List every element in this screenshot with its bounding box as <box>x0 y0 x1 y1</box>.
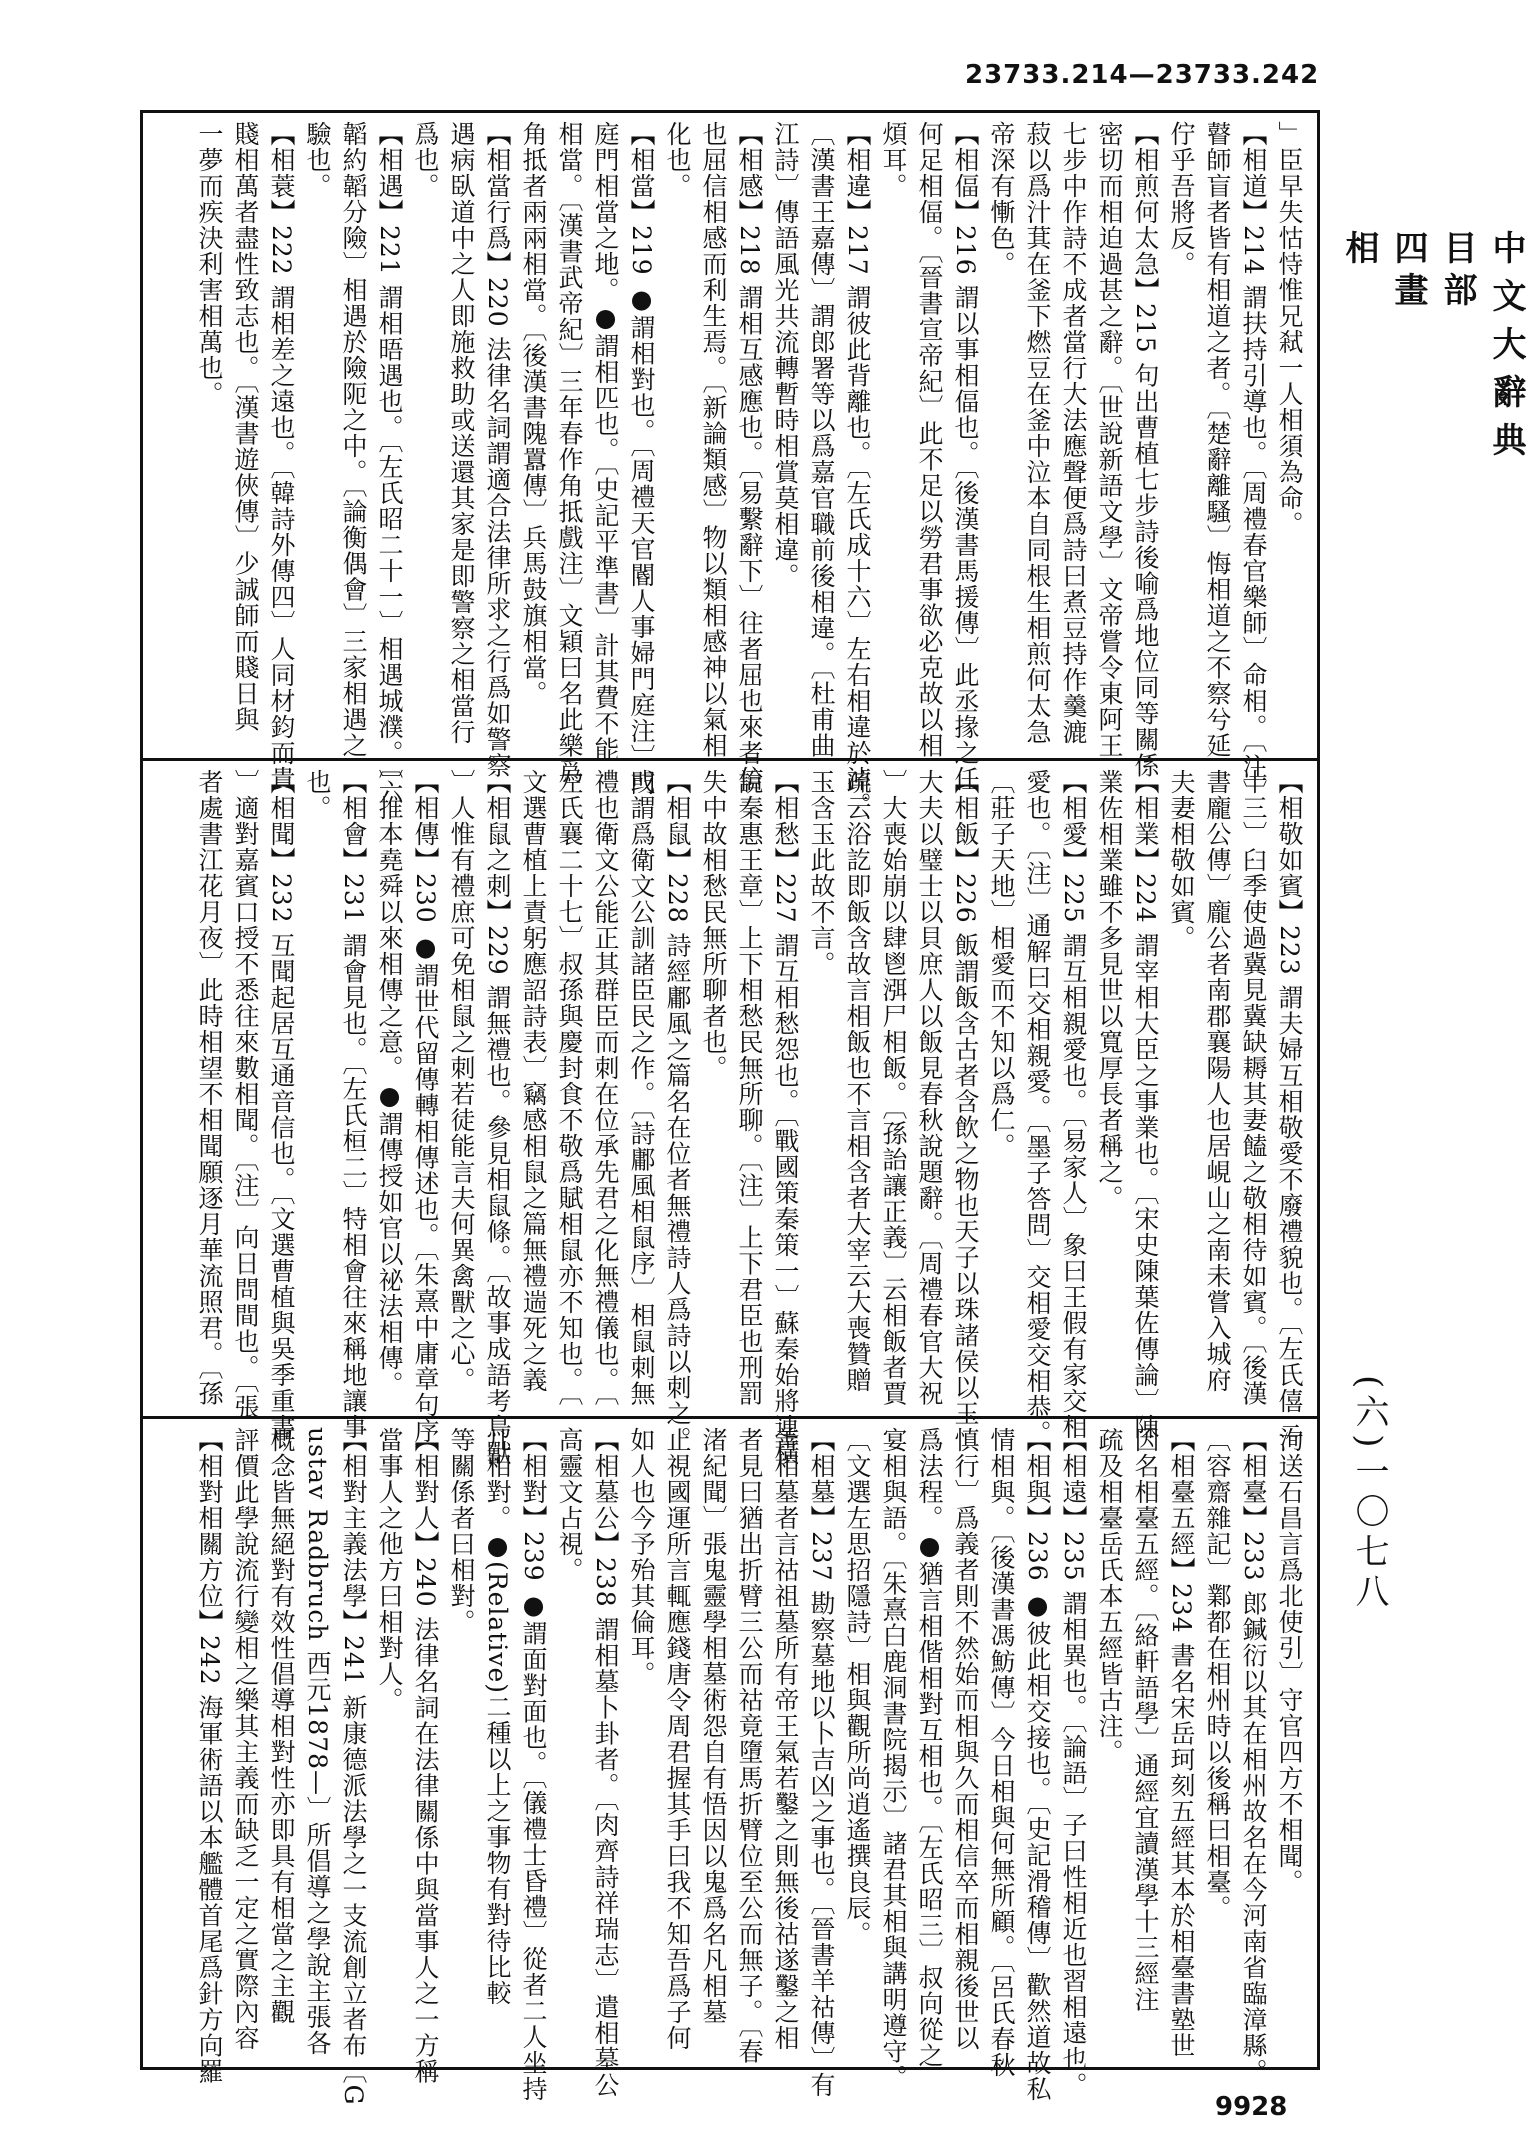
text-column: 遇病臥道中之人即施救助或送還其家是即警察之相當行 <box>447 121 476 745</box>
text-column: 【相與】236 ●彼此相交接也。〔史記滑稽傳〕歡然道故私 <box>1023 1427 1052 2103</box>
text-column: 〔容齋雜記〕鄴都在相州時以後稱曰相臺。 <box>1203 1427 1232 1921</box>
text-column: 禮也衛文公能正其群臣而刺在位承先君之化無禮儀也。〔 <box>591 769 620 1407</box>
text-column: 〕推本堯舜以來相傳之意。●謂傳授如官以祕法相傳。 <box>375 769 404 1397</box>
text-column: 【相鼠】228 詩經鄘風之篇名在位者無禮詩人爲詩以刺之。 <box>663 769 692 1453</box>
folio-number: (六)一〇七八 <box>1349 1375 1389 1614</box>
text-column: 洵送石昌言爲北使引〕守官四方不相聞。 <box>1275 1427 1304 1895</box>
text-column: 【相臺五經】234 書名宋岳珂刻五經其本於相臺書塾世 <box>1167 1427 1196 2059</box>
text-column: 疏及相臺岳氏本五經皆古注。 <box>1095 1427 1124 1765</box>
text-column: 宴相與語。〔朱熹白鹿洞書院揭示〕諸君其相與講明遵守。 <box>879 1427 908 2091</box>
text-column: 驗也。 <box>303 121 332 199</box>
text-column: 【相飯】226 飯謂飯含古者含飲之物也天子以珠諸侯以玉 <box>951 769 980 1427</box>
text-column: 左氏襄二十七〕叔孫與慶封食不敬爲賦相鼠亦不知也。〔 <box>555 769 584 1407</box>
text-column: 止視國運所言輒應錢唐令周君握其手曰我不知吾爲子何 <box>663 1427 692 2051</box>
text-column: 大夫以璧士以貝庶人以飯見春秋說題辭。〔周禮春官大祝 <box>915 769 944 1407</box>
text-column: 【相業】224 謂宰相大臣之事業也。〔宋史陳葉佐傳論〕陳 <box>1131 769 1160 1441</box>
text-column: 韜約韜分險〕相遇於險阨之中。〔論衡偶會〕三家相遇之 <box>339 121 368 759</box>
text-column: 【相煎何太急】215 句出曹植七步詩後喻爲地位同等關係 <box>1131 121 1160 779</box>
text-column: 佇乎吾將反。 <box>1167 121 1196 277</box>
text-column: 【相對相關方位】242 海軍術語以本艦體首尾爲針方向羅 <box>195 1427 224 2085</box>
text-column: 【相道】214 謂扶持引導也。〔周禮春官樂師〕命相。〔注〕 <box>1239 121 1268 806</box>
text-band-bottom <box>143 1416 1317 2106</box>
page-code: 23733.214—23733.242 <box>965 60 1320 90</box>
text-column: 愛也。〔注〕通解曰交相親愛。〔墨子答問〕交相愛交相恭。 <box>1023 769 1052 1446</box>
text-column: 概念皆無絕對有效性倡導相對性亦即具有相當之主觀 <box>267 1427 296 2025</box>
text-column: 也屈信相感而利生焉。〔新論類感〕物以類相感神以氣相 <box>699 121 728 759</box>
text-column: 高靈文占視。 <box>555 1427 584 1583</box>
text-column: 【相聞】232 互聞起居互通音信也。〔文選曹植與吳季重書 <box>267 769 296 1441</box>
text-column: 【相對】239 ●謂面對面也。〔儀禮士昏禮〕從者二人坐持 <box>519 1427 548 2103</box>
text-column: 煩耳。 <box>879 121 908 199</box>
text-column: 當事人之他方曰相對人。 <box>375 1427 404 1713</box>
text-column: 善相墓者言祜祖墓所有帝王氣若鑿之則無後祜遂鑿之相 <box>771 1427 800 2051</box>
text-column: 帝深有慚色。 <box>987 121 1016 277</box>
text-column: 也。 <box>303 769 332 821</box>
text-column: 等關係者曰相對。 <box>447 1427 476 1635</box>
text-column: 【相對人】240 法律名詞在法律關係中與當事人之一方稱 <box>411 1427 440 2085</box>
text-column: 【相會】231 謂會見也。〔左氏桓二〕特相會往來稱地讓事 <box>339 769 368 1441</box>
page-number: 9928 <box>1215 2092 1288 2122</box>
text-column: 密切而相迫過甚之辭。〔世說新語文學〕文帝嘗令東阿王 <box>1095 121 1124 759</box>
text-column: 文選曹植上責躬應詔詩表〕竊感相鼠之篇無禮遄死之義 <box>519 769 548 1393</box>
text-column: 」臣早失怙恃惟兄弒一人相須為命。 <box>1275 121 1304 537</box>
text-column: ustav Radbruch 西元1878—〕所倡導之學說主張各 <box>303 1427 332 2056</box>
text-column: 說秦惠王章〕上下相愁民無所聊。〔注〕上下君臣也刑罰 <box>735 769 764 1407</box>
text-frame <box>140 110 1320 2106</box>
text-band-top <box>143 113 1317 819</box>
stroke-label: 四畫 <box>1388 230 1428 314</box>
text-column: 庭門相當之地。●謂相匹也。〔史記平準書〕計其費不能 <box>591 121 620 763</box>
text-column: 【相當】219 ●謂相對也。〔周禮天官閽人事婦門庭注〕門 <box>627 121 656 797</box>
text-column: 【相鼠之刺】229 謂無禮也。參見相鼠條。〔故事成語考鳥獸 <box>483 769 512 1467</box>
text-column: 慎行〕爲義者則不然始而相與久而相信卒而相親後世以 <box>951 1427 980 2051</box>
text-column: 江詩〕傳語風光共流轉暫時相賞莫相違。 <box>771 121 800 589</box>
text-column: 【相違】217 謂彼此背離也。〔左氏成十六〕左右相違於淖。 <box>843 121 872 819</box>
text-column: 【相遠】235 謂相異也。〔論語〕子曰性相近也習相遠也。 <box>1059 1427 1088 2099</box>
dictionary-title: 中文大辭典 <box>1486 230 1526 470</box>
text-column: 化也。 <box>663 121 692 199</box>
text-column: 玉含玉此故不言。 <box>807 769 836 977</box>
text-column: 角抵者兩兩相當。〔後漢書隗囂傳〕兵馬鼓旗相當。 <box>519 121 548 707</box>
text-column: 【相對主義法學】241 新康德派法學之一支流創立者布〔G <box>339 1427 368 2106</box>
text-column: 一夢而疾決利害相萬也。 <box>195 121 224 407</box>
text-column: 十三〕臼季使過冀見冀缺耨其妻饁之敬相待如賓。〔後漢 <box>1239 769 1268 1407</box>
text-column: 【相墓】237 勘察墓地以卜吉凶之事也。〔晉書羊祜傳〕有 <box>807 1427 836 2099</box>
text-column: 〔莊子天地〕相愛而不知以爲仁。 <box>987 769 1016 1159</box>
radical-label: 目部 <box>1437 230 1477 314</box>
text-column: 渚紀聞〕張鬼靈學相墓術怨自有悟因以鬼爲名凡相墓 <box>699 1427 728 2025</box>
text-column: 【相墓公】238 謂相墓卜卦者。〔肉齊詩祥瑞志〕遣相墓公 <box>591 1427 620 2099</box>
text-column: 〔文選左思招隱詩〕相與觀所尚逍遙撰良辰。 <box>843 1427 872 1947</box>
text-column: 〕大喪始崩以肆鬯渳尸相飯。〔孫詒讓正義〕云相飯者賈 <box>879 769 908 1407</box>
text-column: 相當。〔漢書武帝紀〕三年春作角抵戲注〕文穎曰名此樂爲 <box>555 121 584 785</box>
text-column: 評價此學說流行變相之樂其主義而缺乏一定之實際內容 <box>231 1427 260 2051</box>
side-running-head <box>1335 230 1531 506</box>
text-column: 【相感】218 謂相互感應也。〔易繫辭下〕往者屈也來者信 <box>735 121 764 793</box>
text-column: 者見曰猶出折臂三公而祜竟墮馬折臂位至公而無子。〔春 <box>735 1427 764 2065</box>
text-column: 瞽師盲者皆有相道之者。〔楚辭離騷〕悔相道之不察兮延 <box>1203 121 1232 759</box>
text-column: 情相與。〔後漢書馮魴傳〕今日相與何無所顧。〔呂氏春秋 <box>987 1427 1016 2078</box>
text-column: 爲法程。●猶言相偕相對互相也。〔左氏昭三〕叔向從之 <box>915 1427 944 2069</box>
text-column: 【相臺】233 郎鍼衍以其在相州故名在今河南省臨漳縣。 <box>1239 1427 1268 2085</box>
text-column: 〔漢書王嘉傳〕謂郎署等以爲嘉官職前後相違。〔杜甫曲 <box>807 121 836 759</box>
text-band-middle <box>143 758 1317 1467</box>
text-column: 何足相偪。〔晉書宣帝紀〕此不足以勞君事欲必克故以相 <box>915 121 944 759</box>
text-column: 因名相臺五經。〔絡軒語學〕通經宜讀漢學十三經注 <box>1131 1427 1160 2013</box>
text-column: 如人也今予殆其倫耳。 <box>627 1427 656 1687</box>
text-column: 爲也。 <box>411 121 440 199</box>
text-column: 或謂爲衛文公訓諸臣民之作。〔詩鄘風相鼠序〕相鼠刺無 <box>627 769 656 1407</box>
text-column: 【相敬如賓】223 謂夫婦互相敬愛不廢禮貌也。〔左氏僖三 <box>1275 769 1304 1441</box>
text-column: 失中故相愁民無所聊者也。 <box>699 769 728 1081</box>
text-column: 疏云浴訖即飯含故言相飯也不言相含者大宰云大喪贊贈 <box>843 769 872 1393</box>
text-column: 【相遇】221 謂相晤遇也。〔左氏昭二十一〕相遇城濮。〔六 <box>375 121 404 806</box>
text-column: 菽以爲汁萁在釜下燃豆在釜中泣本自同根生相煎何太急 <box>1023 121 1052 745</box>
text-column: 【相傳】230 ●謂世代留傳轉相傳述也。〔朱熹中庸章句序 <box>411 769 440 1445</box>
text-column: 書龐公傳〕龐公者南郡襄陽人也居峴山之南未嘗入城府 <box>1203 769 1232 1393</box>
text-column: 【相愛】225 謂互相親愛也。〔易家人〕象曰王假有家交相 <box>1059 769 1088 1441</box>
text-column: 【相蓑】222 謂相差之遠也。〔韓詩外傳四〕人同材鈞而貴 <box>267 121 296 793</box>
text-column: 七步中作詩不成者當行大法應聲便爲詩曰煮豆持作羹漉 <box>1059 121 1088 745</box>
text-column: 【相當行爲】220 法律名詞謂適合法律所求之行爲如警察 <box>483 121 512 779</box>
text-column: 賤相萬者盡性致志也。〔漢書遊俠傳〕少誠師而賤日與 <box>231 121 260 733</box>
text-column: 夫妻相敬如賓。 <box>1167 769 1196 951</box>
text-column: 〕人惟有禮庶可免相鼠之刺若徒能言夫何異禽獸之心。 <box>447 769 476 1393</box>
text-column: 〕適對嘉賓口授不悉往來數相聞。〔注〕向日問間也。〔張 <box>231 769 260 1420</box>
text-column: 者處書江花月夜〕此時相望不相聞願逐月華流照君。〔孫 <box>195 769 224 1407</box>
text-column: 業佐相業雖不多見世以寬厚長者稱之。 <box>1095 769 1124 1211</box>
head-character: 相 <box>1339 230 1379 272</box>
text-column: 【相偪】216 謂以事相偪也。〔後漢書馬援傳〕此丞掾之任 <box>951 121 980 793</box>
text-column: 几相對。●(Relative)二種以上之事物有對待比較 <box>483 1427 512 2006</box>
text-column: 【相愁】227 謂互相愁怨也。〔戰國策秦策一〕蘇秦始將連橫 <box>771 769 800 1467</box>
